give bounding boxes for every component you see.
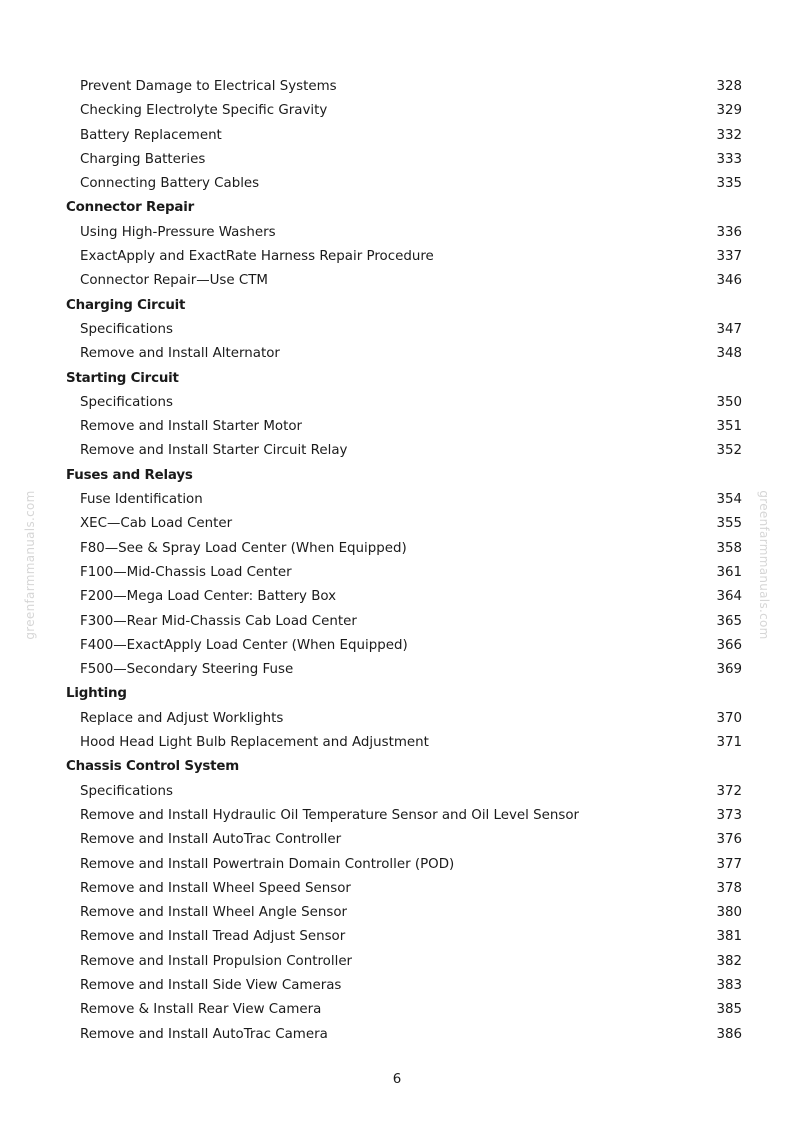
entry-page-number: 352 [716, 443, 742, 459]
toc-entry [0, 488, 794, 512]
toc-entry [0, 99, 794, 123]
entry-title: Replace and Adjust Worklights [80, 710, 284, 726]
toc-entry [0, 537, 794, 561]
entry-page-number: 381 [716, 929, 742, 945]
entry-title: Specifications [80, 783, 173, 799]
toc-entry [0, 998, 794, 1022]
toc-entry [0, 804, 794, 828]
section-title: Chassis Control System [66, 759, 239, 775]
toc-entry [0, 269, 794, 293]
toc-entry [0, 561, 794, 585]
toc-entry [0, 391, 794, 415]
entry-page-number: 378 [716, 880, 742, 896]
entry-page-number: 336 [716, 224, 742, 240]
entry-page-number: 350 [716, 394, 742, 410]
entry-title: Remove & Install Rear View Camera [80, 1002, 322, 1018]
toc-section-heading [0, 755, 794, 779]
entry-page-number: 385 [716, 1002, 742, 1018]
entry-page-number: 372 [716, 783, 742, 799]
table-of-contents [0, 75, 794, 1047]
page-number: 6 [392, 1072, 402, 1087]
toc-entry [0, 221, 794, 245]
entry-page-number: 332 [716, 127, 742, 143]
entry-page-number: 380 [716, 905, 742, 921]
toc-entry [0, 148, 794, 172]
entry-page-number: 354 [716, 492, 742, 508]
entry-page-number: 366 [716, 637, 742, 653]
entry-page-number: 373 [716, 807, 742, 823]
entry-page-number: 355 [716, 516, 742, 532]
toc-entry [0, 634, 794, 658]
entry-page-number: 377 [716, 856, 742, 872]
toc-entry [0, 415, 794, 439]
toc-entry [0, 318, 794, 342]
entry-title: Charging Batteries [80, 151, 206, 167]
entry-title: F200—Mega Load Center: Battery Box [80, 589, 337, 605]
entry-title: Remove and Install AutoTrac Controller [80, 832, 342, 848]
entry-page-number: 328 [716, 79, 742, 94]
entry-page-number: 351 [716, 419, 742, 435]
toc-entry [0, 172, 794, 196]
entry-title: Remove and Install Alternator [80, 346, 280, 362]
entry-title: Remove and Install Starter Circuit Relay [80, 443, 348, 459]
entry-title: Remove and Install Tread Adjust Sensor [80, 929, 346, 945]
toc-entry [0, 925, 794, 949]
toc-entry [0, 974, 794, 998]
entry-title: Remove and Install Side View Cameras [80, 977, 342, 993]
toc-entry [0, 512, 794, 536]
toc-entry [0, 658, 794, 682]
entry-title: Remove and Install Propulsion Controller [80, 953, 353, 969]
entry-title: F500—Secondary Steering Fuse [80, 662, 294, 678]
toc-entry [0, 853, 794, 877]
toc-entry [0, 75, 794, 99]
toc-section-heading [0, 367, 794, 391]
entry-title: Remove and Install Starter Motor [80, 419, 303, 435]
toc-entry [0, 245, 794, 269]
entry-page-number: 346 [716, 273, 742, 289]
entry-page-number: 386 [716, 1026, 742, 1042]
entry-title: Prevent Damage to Electrical Systems [80, 79, 337, 94]
entry-page-number: 347 [716, 321, 742, 337]
entry-page-number: 382 [716, 953, 742, 969]
entry-title: Remove and Install Powertrain Domain Controller (POD) [80, 856, 455, 872]
entry-title: Remove and Install AutoTrac Camera [80, 1026, 328, 1042]
entry-page-number: 364 [716, 589, 742, 605]
entry-page-number: 371 [716, 735, 742, 751]
toc-entry [0, 124, 794, 148]
entry-title: Battery Replacement [80, 127, 222, 143]
toc-section-heading [0, 682, 794, 706]
entry-page-number: 329 [716, 103, 742, 119]
entry-title: Specifications [80, 321, 173, 337]
entry-title: Using High-Pressure Washers [80, 224, 276, 240]
entry-title: XEC—Cab Load Center [80, 516, 233, 532]
entry-title: Specifications [80, 394, 173, 410]
toc-section-heading [0, 294, 794, 318]
toc-entry [0, 901, 794, 925]
entry-page-number: 361 [716, 564, 742, 580]
section-title: Charging Circuit [66, 297, 186, 313]
entry-page-number: 348 [716, 346, 742, 362]
toc-entry [0, 877, 794, 901]
toc-section-heading [0, 464, 794, 488]
section-title: Starting Circuit [66, 370, 179, 386]
entry-page-number: 333 [716, 151, 742, 167]
entry-page-number: 365 [716, 613, 742, 629]
entry-title: Remove and Install Wheel Speed Sensor [80, 880, 351, 896]
entry-page-number: 335 [716, 176, 742, 192]
toc-entry [0, 585, 794, 609]
section-title: Connector Repair [66, 200, 194, 216]
toc-entry [0, 439, 794, 463]
entry-page-number: 337 [716, 249, 742, 265]
entry-title: Remove and Install Hydraulic Oil Temperature Sensor and Oil Level Sensor [80, 807, 580, 823]
entry-page-number: 383 [716, 977, 742, 993]
toc-entry [0, 780, 794, 804]
toc-entry [0, 731, 794, 755]
entry-page-number: 358 [716, 540, 742, 556]
toc-entry [0, 342, 794, 366]
toc-entry [0, 610, 794, 634]
toc-entry [0, 828, 794, 852]
entry-page-number: 376 [716, 832, 742, 848]
entry-title: Connector Repair—Use CTM [80, 273, 268, 289]
section-title: Fuses and Relays [66, 467, 193, 483]
entry-page-number: 369 [716, 662, 742, 678]
toc-entry [0, 1023, 794, 1047]
watermark-right: greenfarmmanuals.com [757, 490, 771, 640]
entry-title: Checking Electrolyte Specific Gravity [80, 103, 328, 119]
section-title: Lighting [66, 686, 127, 702]
entry-title: ExactApply and ExactRate Harness Repair Procedure [80, 249, 434, 265]
entry-title: F100—Mid-Chassis Load Center [80, 564, 292, 580]
entry-title: F300—Rear Mid-Chassis Cab Load Center [80, 613, 357, 629]
watermark-left: greenfarmmanuals.com [23, 490, 37, 640]
entry-title: F80—See & Spray Load Center (When Equipped) [80, 540, 407, 556]
toc-section-heading [0, 196, 794, 220]
entry-title: Remove and Install Wheel Angle Sensor [80, 905, 348, 921]
entry-title: Connecting Battery Cables [80, 176, 260, 192]
toc-entry [0, 707, 794, 731]
entry-title: F400—ExactApply Load Center (When Equipped) [80, 637, 408, 653]
toc-entry [0, 950, 794, 974]
entry-title: Hood Head Light Bulb Replacement and Adjustment [80, 735, 429, 751]
entry-page-number: 370 [716, 710, 742, 726]
entry-title: Fuse Identification [80, 492, 203, 508]
